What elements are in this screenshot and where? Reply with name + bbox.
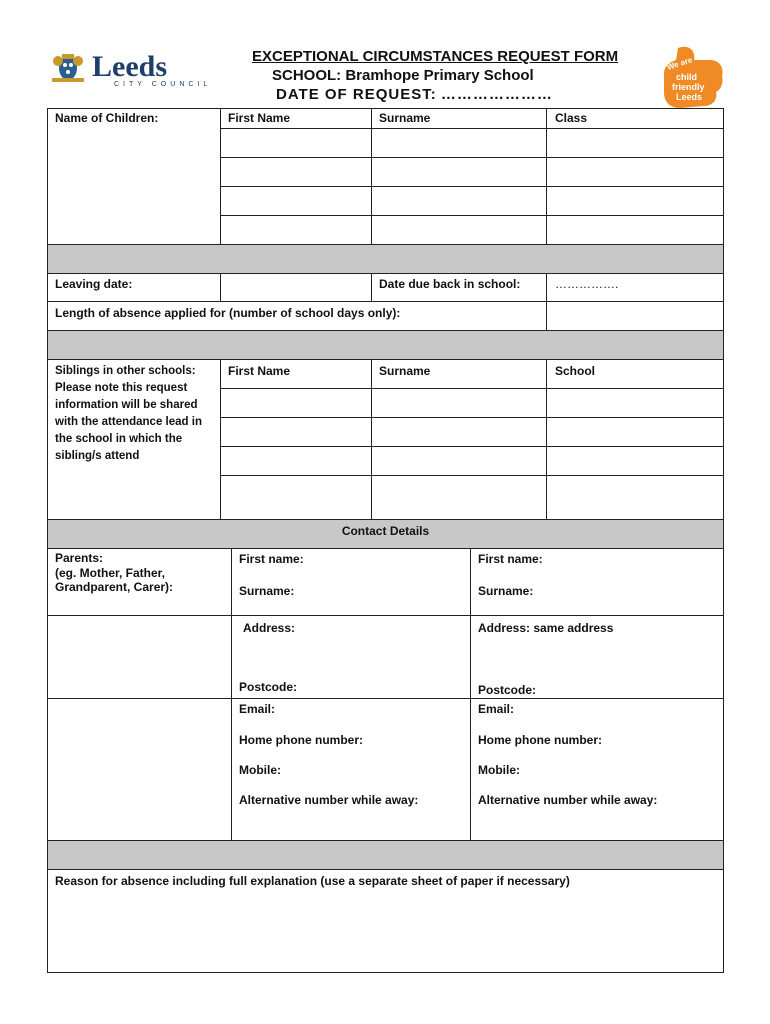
leaving-date-label: Leaving date: — [55, 277, 133, 291]
row-line — [47, 301, 724, 302]
col-line — [546, 359, 547, 519]
form-title: EXCEPTIONAL CIRCUMSTANCES REQUEST FORM — [252, 48, 619, 65]
row-line — [220, 186, 723, 187]
col-line — [546, 108, 547, 245]
col-line — [371, 108, 372, 245]
due-back-value: ……………. — [555, 277, 619, 291]
row-line — [220, 446, 723, 447]
row-line — [47, 840, 724, 841]
svg-text:Leeds: Leeds — [92, 50, 167, 83]
reason-label: Reason for absence including full explanation (use a separate sheet of paper if necessary) — [55, 874, 570, 888]
col-line — [470, 548, 471, 840]
svg-text:child: child — [676, 72, 698, 82]
siblings-first-name-header: First Name — [228, 364, 291, 378]
parent1-email-label: Email: — [239, 702, 276, 716]
date-of-request-label: DATE OF REQUEST: — [276, 86, 437, 103]
row-line — [47, 869, 724, 870]
col-line — [371, 273, 372, 301]
row-line — [47, 615, 724, 616]
row-line — [220, 475, 723, 476]
row-line — [47, 244, 724, 245]
separator-band — [48, 331, 723, 359]
due-back-label: Date due back in school: — [379, 277, 521, 291]
absence-length-label: Length of absence applied for (number of school days only): — [55, 306, 401, 320]
row-line — [47, 519, 724, 520]
parent2-address-label: Address: same address — [478, 621, 614, 635]
siblings-surname-header: Surname — [379, 364, 431, 378]
table-border — [47, 972, 724, 973]
parent2-first-name-label: First name: — [478, 552, 543, 566]
row-line — [220, 417, 723, 418]
parent1-postcode-label: Postcode: — [239, 680, 298, 694]
row-line — [220, 215, 723, 216]
row-line — [220, 157, 723, 158]
col-line — [231, 615, 232, 840]
row-line — [47, 273, 724, 274]
parent2-home-phone-label: Home phone number: — [478, 733, 603, 747]
separator-band — [48, 840, 723, 869]
parent2-alt-number-label: Alternative number while away: — [478, 793, 658, 807]
svg-text:friendly: friendly — [672, 82, 705, 92]
parent2-postcode-label: Postcode: — [478, 683, 537, 697]
col-line — [371, 359, 372, 519]
parent1-alt-number-label: Alternative number while away: — [239, 793, 419, 807]
col-line — [220, 108, 221, 245]
separator-band — [48, 245, 723, 273]
col-line — [546, 273, 547, 331]
parent1-address-label: Address: — [243, 621, 296, 635]
parent2-surname-label: Surname: — [478, 584, 534, 598]
children-first-name-header: First Name — [228, 111, 291, 125]
table-border — [47, 108, 48, 973]
row-line — [47, 548, 724, 549]
svg-text:We are: We are — [665, 55, 694, 72]
parent2-mobile-label: Mobile: — [478, 763, 520, 777]
col-line — [231, 548, 232, 615]
row-line — [47, 698, 724, 699]
siblings-school-header: School — [555, 364, 596, 378]
col-line — [220, 273, 221, 301]
parent1-first-name-label: First name: — [239, 552, 304, 566]
parent1-surname-label: Surname: — [239, 584, 295, 598]
children-label: Name of Children: — [55, 111, 159, 125]
row-line — [47, 330, 724, 331]
svg-text:Leeds: Leeds — [676, 92, 703, 102]
school-name: SCHOOL: Bramhope Primary School — [272, 67, 534, 84]
parents-label: Parents: (eg. Mother, Father, Grandparent, Carer): — [55, 551, 174, 594]
contact-details-heading: Contact Details — [341, 524, 430, 538]
row-line — [220, 128, 723, 129]
row-line — [220, 388, 723, 389]
children-class-header: Class — [555, 111, 588, 125]
col-line — [220, 359, 221, 519]
date-of-request-value: ………………… — [440, 86, 553, 103]
parent1-mobile-label: Mobile: — [239, 763, 281, 777]
table-border — [47, 108, 724, 109]
parent1-home-phone-label: Home phone number: — [239, 733, 364, 747]
svg-text:CITY COUNCIL: CITY COUNCIL — [114, 81, 212, 88]
siblings-label: Siblings in other schools: Please note this request information will be shared with the attendance lead in the school in which the sibling/s attend — [55, 365, 202, 462]
table-border — [723, 108, 724, 973]
parent2-email-label: Email: — [478, 702, 515, 716]
children-surname-header: Surname — [379, 111, 431, 125]
row-line — [47, 359, 724, 360]
